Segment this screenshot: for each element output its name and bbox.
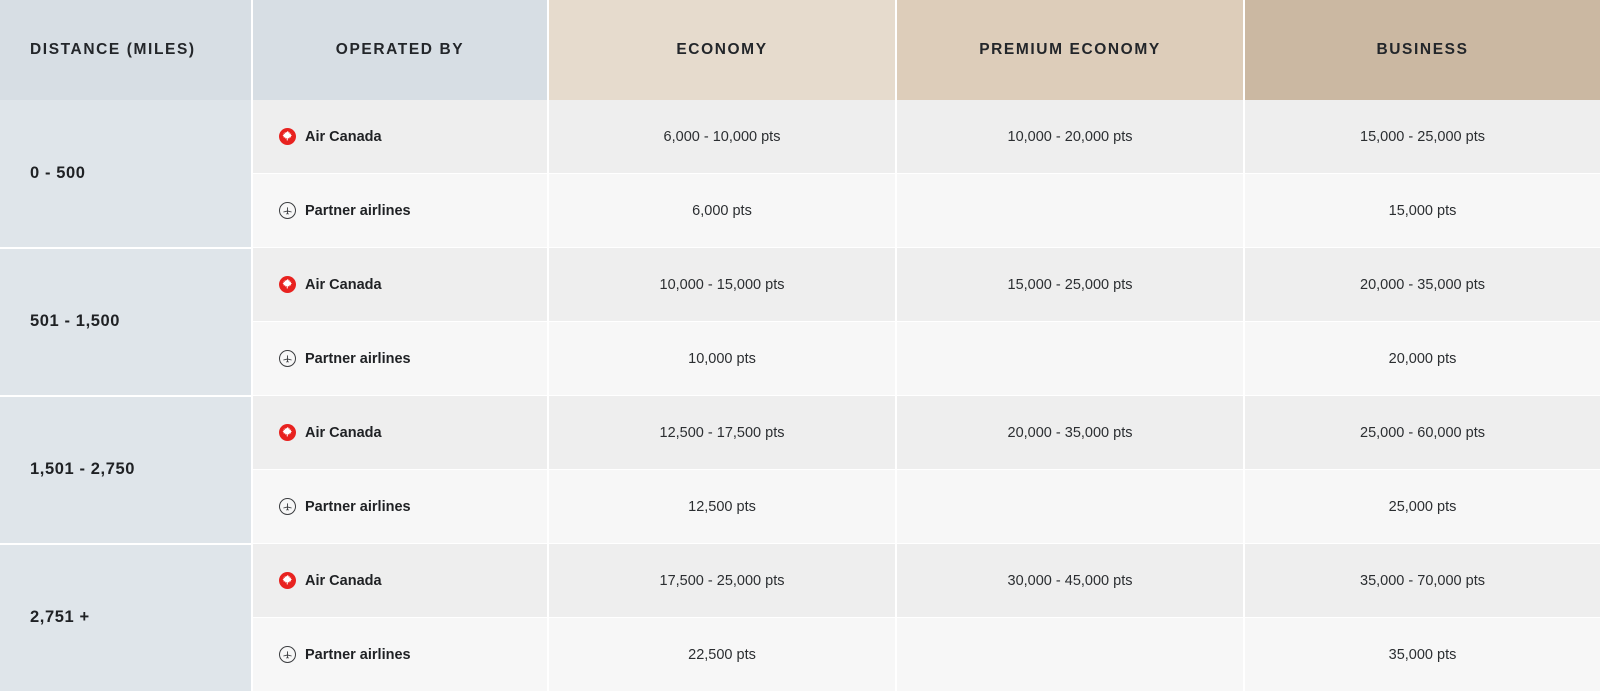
maple-leaf-icon xyxy=(279,424,296,441)
column-header-operated-by: OPERATED BY xyxy=(252,0,548,100)
operator-cell xyxy=(252,470,548,544)
premium-economy-value: 20,000 - 35,000 pts xyxy=(896,396,1244,470)
operator-cell xyxy=(252,100,548,174)
premium-economy-value xyxy=(896,618,1244,692)
table-header-row xyxy=(0,0,1600,100)
business-value: 20,000 pts xyxy=(1244,322,1600,396)
economy-value: 17,500 - 25,000 pts xyxy=(548,544,896,618)
operator-cell xyxy=(252,618,548,692)
economy-value: 10,000 - 15,000 pts xyxy=(548,248,896,322)
airplane-circle-icon xyxy=(279,202,296,219)
business-value: 20,000 - 35,000 pts xyxy=(1244,248,1600,322)
premium-economy-value xyxy=(896,174,1244,248)
operator-cell xyxy=(252,174,548,248)
operator-cell xyxy=(252,322,548,396)
operator-label: Air Canada xyxy=(305,128,382,145)
business-value: 35,000 pts xyxy=(1244,618,1600,692)
economy-value: 6,000 pts xyxy=(548,174,896,248)
premium-economy-value: 30,000 - 45,000 pts xyxy=(896,544,1244,618)
distance-band-label: 0 - 500 xyxy=(0,100,252,248)
operator-label: Partner airlines xyxy=(305,498,411,515)
table-row xyxy=(0,544,1600,618)
economy-value: 12,500 - 17,500 pts xyxy=(548,396,896,470)
column-header-premium-economy: PREMIUM ECONOMY xyxy=(896,0,1244,100)
economy-value: 22,500 pts xyxy=(548,618,896,692)
premium-economy-value xyxy=(896,322,1244,396)
table-row xyxy=(0,248,1600,322)
table-body xyxy=(0,100,1600,692)
distance-band-label: 1,501 - 2,750 xyxy=(0,396,252,544)
economy-value: 12,500 pts xyxy=(548,470,896,544)
column-header-distance: DISTANCE (MILES) xyxy=(0,0,252,100)
airplane-circle-icon xyxy=(279,646,296,663)
operator-cell xyxy=(252,544,548,618)
operator-cell xyxy=(252,248,548,322)
airplane-circle-icon xyxy=(279,498,296,515)
distance-band-label: 501 - 1,500 xyxy=(0,248,252,396)
operator-label: Partner airlines xyxy=(305,350,411,367)
operator-label: Partner airlines xyxy=(305,202,411,219)
maple-leaf-icon xyxy=(279,276,296,293)
column-header-economy: ECONOMY xyxy=(548,0,896,100)
table-header xyxy=(0,0,1600,100)
column-header-business: BUSINESS xyxy=(1244,0,1600,100)
business-value: 15,000 - 25,000 pts xyxy=(1244,100,1600,174)
maple-leaf-icon xyxy=(279,128,296,145)
airplane-circle-icon xyxy=(279,350,296,367)
maple-leaf-icon xyxy=(279,572,296,589)
table-row xyxy=(0,100,1600,174)
operator-label: Air Canada xyxy=(305,424,382,441)
business-value: 35,000 - 70,000 pts xyxy=(1244,544,1600,618)
premium-economy-value xyxy=(896,470,1244,544)
distance-band-label: 2,751 + xyxy=(0,544,252,692)
premium-economy-value: 10,000 - 20,000 pts xyxy=(896,100,1244,174)
business-value: 15,000 pts xyxy=(1244,174,1600,248)
premium-economy-value: 15,000 - 25,000 pts xyxy=(896,248,1244,322)
economy-value: 10,000 pts xyxy=(548,322,896,396)
operator-label: Air Canada xyxy=(305,276,382,293)
business-value: 25,000 pts xyxy=(1244,470,1600,544)
table-row xyxy=(0,396,1600,470)
economy-value: 6,000 - 10,000 pts xyxy=(548,100,896,174)
operator-label: Air Canada xyxy=(305,572,382,589)
operator-label: Partner airlines xyxy=(305,646,411,663)
operator-cell xyxy=(252,396,548,470)
business-value: 25,000 - 60,000 pts xyxy=(1244,396,1600,470)
